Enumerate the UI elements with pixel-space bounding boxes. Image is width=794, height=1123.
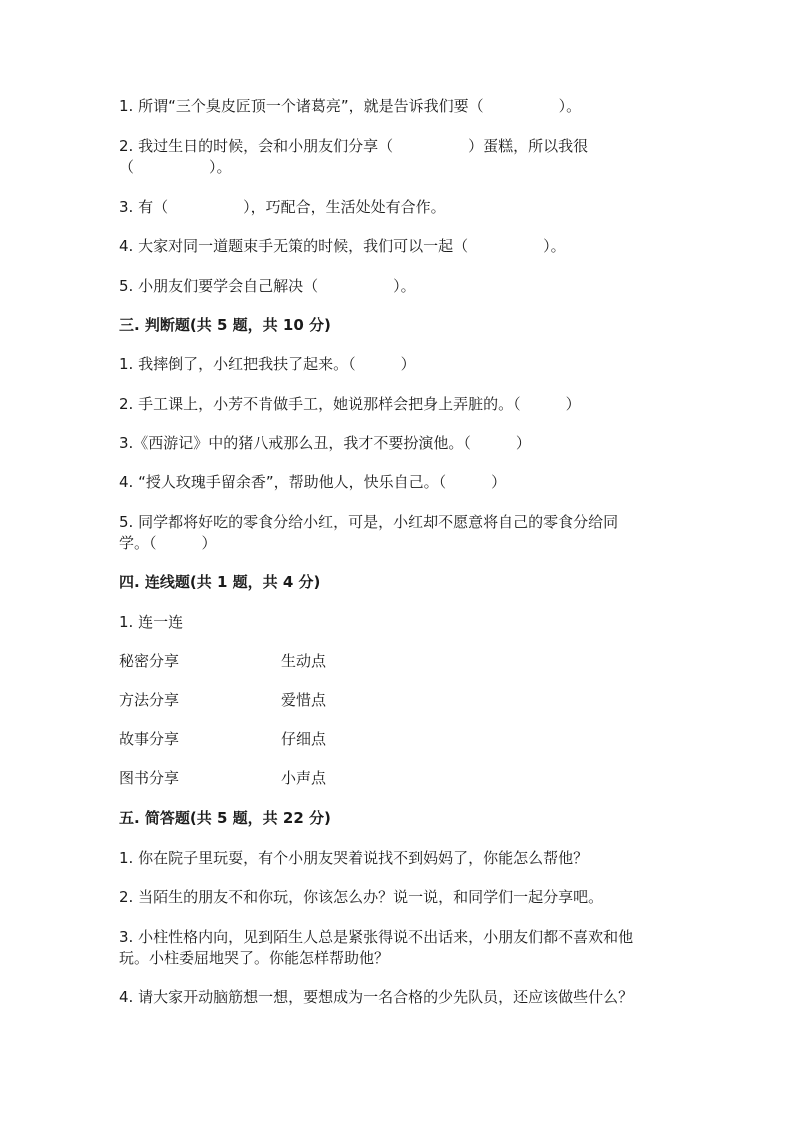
- judge-question-5-line-2: 学。（ ）: [119, 534, 217, 552]
- match-right-item: 生动点: [281, 652, 327, 670]
- match-left-item: 秘密分享: [119, 652, 180, 670]
- fill-question-2-line-1: 2. 我过生日的时候，会和小朋友们分享（ ）蛋糕，所以我很: [119, 137, 589, 155]
- short-answer-question-3-line-1: 3. 小柱性格内向，见到陌生人总是紧张得说不出话来，小朋友们都不喜欢和他: [119, 928, 634, 946]
- fill-question-2-line-2: （ ）。: [119, 158, 232, 176]
- judge-question-3: 3.《西游记》中的猪八戒那么丑，我才不要扮演他。（ ）: [119, 434, 531, 452]
- match-section-heading: 四. 连线题(共 1 题，共 4 分): [119, 573, 321, 591]
- short-answer-question-1: 1. 你在院子里玩耍，有个小朋友哭着说找不到妈妈了，你能怎么帮他？: [119, 849, 589, 867]
- match-left-item: 图书分享: [119, 769, 180, 787]
- match-left-item: 故事分享: [119, 730, 180, 748]
- match-right-item: 仔细点: [281, 730, 327, 748]
- judge-question-5-line-1: 5. 同学都将好吃的零食分给小红，可是，小红却不愿意将自己的零食分给同: [119, 513, 619, 531]
- match-left-item: 方法分享: [119, 691, 180, 709]
- short-answer-question-4: 4. 请大家开动脑筋想一想，要想成为一名合格的少先队员，还应该做些什么？: [119, 988, 634, 1006]
- fill-question-1: 1. 所谓“三个臭皮匠顶一个诸葛亮”，就是告诉我们要（ ）。: [119, 97, 582, 115]
- match-right-item: 小声点: [281, 769, 327, 787]
- match-prompt: 1. 连一连: [119, 613, 184, 631]
- judge-question-2: 2. 手工课上，小芳不肯做手工，她说那样会把身上弄脏的。（ ）: [119, 395, 581, 413]
- fill-question-4: 4. 大家对同一道题束手无策的时候，我们可以一起（ ）。: [119, 237, 566, 255]
- judge-question-1: 1. 我摔倒了，小红把我扶了起来。（ ）: [119, 355, 416, 373]
- short-answer-question-3-line-2: 玩。小柱委屈地哭了。你能怎样帮助他？: [119, 949, 390, 967]
- match-right-item: 爱惜点: [281, 691, 327, 709]
- short-answer-section-heading: 五. 简答题(共 5 题，共 22 分): [119, 809, 331, 827]
- short-answer-question-2: 2. 当陌生的朋友不和你玩，你该怎么办？说一说，和同学们一起分享吧。: [119, 888, 604, 906]
- judge-question-4: 4. “授人玫瑰手留余香”，帮助他人，快乐自己。（ ）: [119, 473, 507, 491]
- fill-question-5: 5. 小朋友们要学会自己解决（ ）。: [119, 277, 416, 295]
- fill-question-3: 3. 有（ ），巧配合，生活处处有合作。: [119, 198, 446, 216]
- judge-section-heading: 三. 判断题(共 5 题，共 10 分): [119, 316, 331, 334]
